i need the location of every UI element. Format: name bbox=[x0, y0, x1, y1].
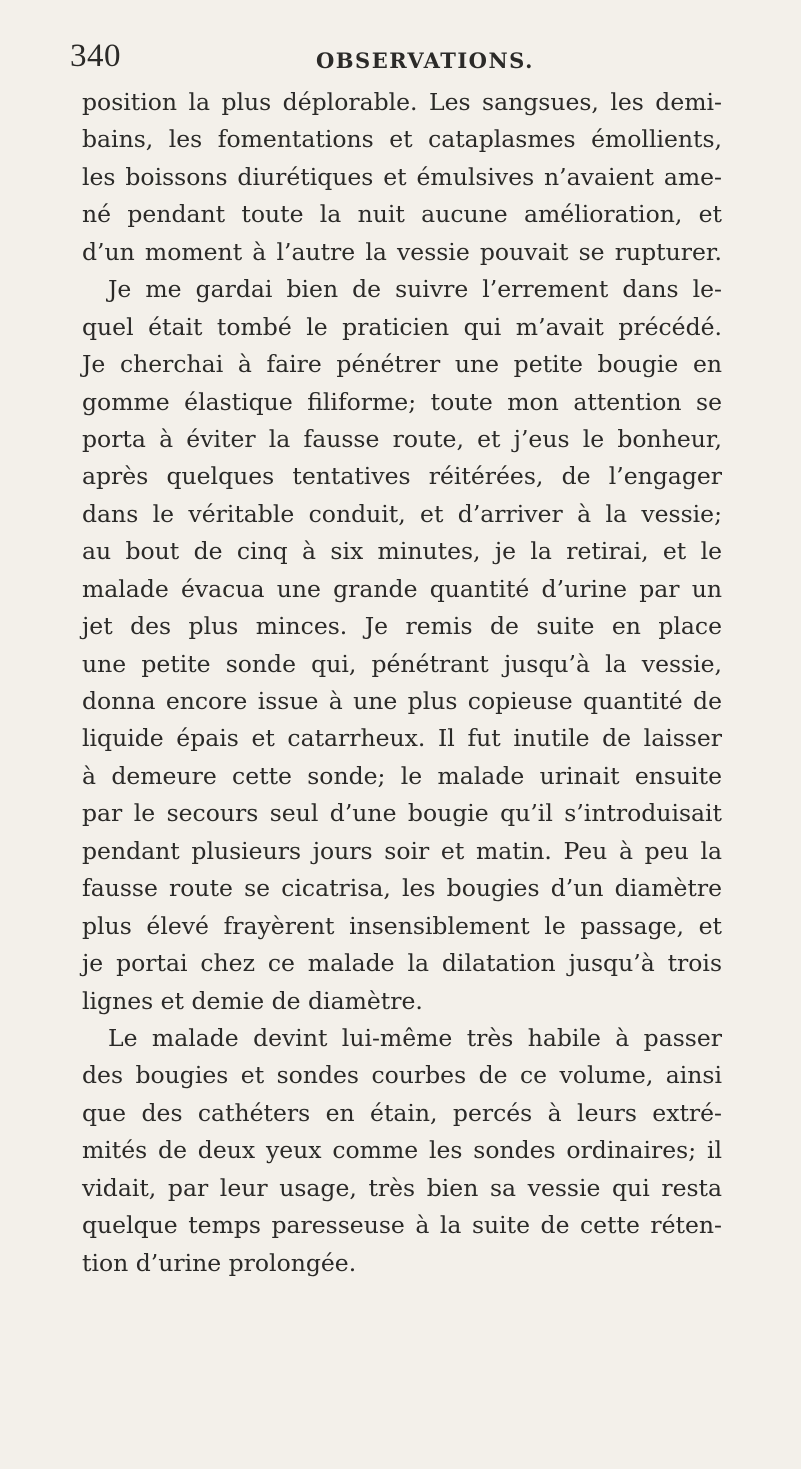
text-line: après quelques tentatives réitérées, de l’engager bbox=[82, 462, 722, 491]
body-text bbox=[82, 84, 722, 1282]
text-line: à demeure cette sonde; le malade urinait ensuite bbox=[82, 761, 722, 790]
text-line: des bougies et sondes courbes de ce volume, ainsi bbox=[82, 1061, 722, 1090]
running-title: OBSERVATIONS. bbox=[316, 48, 534, 73]
page-number: 340 bbox=[70, 38, 121, 74]
text-line: fausse route se cicatrisa, les bougies d’un diamètre bbox=[82, 874, 722, 903]
text-line: donna encore issue à une plus copieuse quantité de bbox=[82, 687, 722, 715]
text-line: au bout de cinq à six minutes, je la retirai, et le bbox=[82, 537, 722, 566]
text-line: Le malade devint lui-même très habile à passer bbox=[108, 1023, 722, 1052]
text-line: lignes et demie de diamètre. bbox=[82, 986, 423, 1015]
text-line: gomme élastique filiforme; toute mon attention se bbox=[82, 387, 722, 416]
text-line: plus élevé frayèrent insensiblement le passage, et bbox=[82, 911, 722, 940]
text-line: mités de deux yeux comme les sondes ordinaires; il bbox=[82, 1136, 722, 1165]
text-line: pendant plusieurs jours soir et matin. Peu à peu la bbox=[82, 836, 722, 865]
text-line: jet des plus minces. Je remis de suite en place bbox=[82, 612, 722, 641]
text-line: d’un moment à l’autre la vessie pouvait se rupturer. bbox=[82, 237, 722, 266]
text-line: une petite sonde qui, pénétrant jusqu’à la vessie, bbox=[82, 649, 722, 678]
text-line: par le secours seul d’une bougie qu’il s’introduisait bbox=[82, 799, 722, 828]
text-line: je portai chez ce malade la dilatation jusqu’à trois bbox=[82, 949, 722, 978]
text-line: porta à éviter la fausse route, et j’eus le bonheur, bbox=[82, 424, 722, 453]
text-line: quel était tombé le praticien qui m’avait précédé. bbox=[82, 312, 722, 341]
text-line: quelque temps paresseuse à la suite de cette réten- bbox=[82, 1211, 722, 1240]
text-line: position la plus déplorable. Les sangsues, les demi- bbox=[82, 88, 722, 116]
text-line: vidait, par leur usage, très bien sa vessie qui resta bbox=[82, 1173, 722, 1202]
text-line: né pendant toute la nuit aucune amélioration, et bbox=[82, 200, 722, 229]
page-header bbox=[70, 38, 730, 78]
text-line: Je cherchai à faire pénétrer une petite bougie en bbox=[82, 350, 722, 379]
text-line: liquide épais et catarrheux. Il fut inutile de laisser bbox=[82, 724, 722, 753]
text-line: tion d’urine prolongée. bbox=[82, 1248, 357, 1277]
text-line: dans le véritable conduit, et d’arriver à la vessie; bbox=[82, 499, 722, 528]
text-line: Je me gardai bien de suivre l’errement dans le- bbox=[108, 275, 722, 304]
text-line: bains, les fomentations et cataplasmes émollients, bbox=[82, 125, 722, 154]
text-line: les boissons diurétiques et émulsives n’avaient ame- bbox=[82, 162, 722, 191]
text-line: malade évacua une grande quantité d’urine par un bbox=[82, 574, 722, 603]
text-line: que des cathéters en étain, percés à leurs extré- bbox=[82, 1098, 722, 1127]
